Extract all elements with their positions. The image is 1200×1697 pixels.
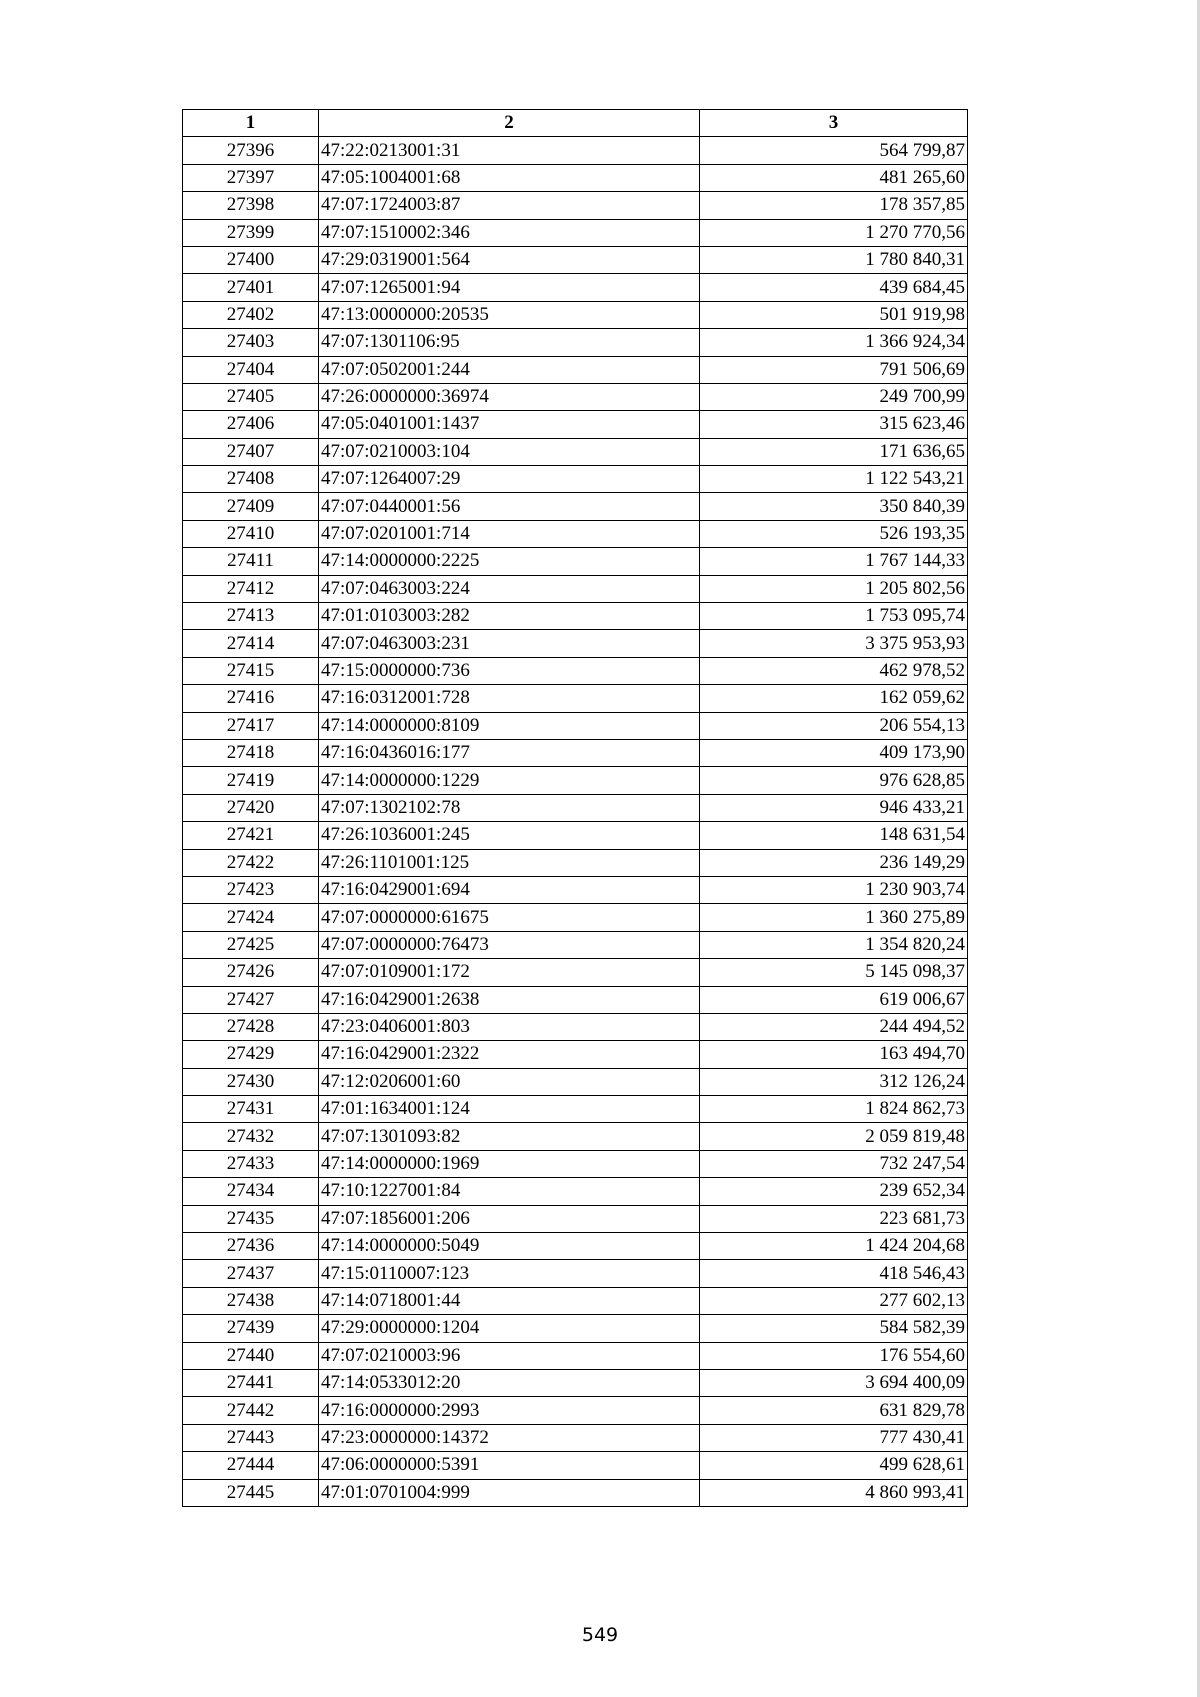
value-cell: 631 829,78 [700,1397,968,1424]
table-row [183,1424,968,1451]
table-row [183,1096,968,1123]
table-row [183,219,968,246]
table-body [183,137,968,1507]
table-row [183,657,968,684]
value-cell: 244 494,52 [700,1013,968,1040]
column-header-value: 3 [700,110,968,137]
value-cell: 619 006,67 [700,986,968,1013]
row-number-cell: 27423 [183,876,319,903]
table-row [183,685,968,712]
cadastral-id-cell: 47:07:0000000:61675 [319,904,700,931]
table-row [183,1205,968,1232]
table-row [183,356,968,383]
cadastral-id-cell: 47:07:0463003:231 [319,630,700,657]
table-row [183,712,968,739]
table-row [183,137,968,164]
row-number-cell: 27420 [183,794,319,821]
cadastral-id-cell: 47:01:1634001:124 [319,1096,700,1123]
value-cell: 3 694 400,09 [700,1369,968,1396]
table-row [183,493,968,520]
row-number-cell: 27443 [183,1424,319,1451]
table-row [183,383,968,410]
value-cell: 439 684,45 [700,274,968,301]
row-number-cell: 27396 [183,137,319,164]
cadastral-id-cell: 47:07:0502001:244 [319,356,700,383]
value-cell: 462 978,52 [700,657,968,684]
table-row [183,192,968,219]
row-number-cell: 27445 [183,1479,319,1506]
cadastral-id-cell: 47:07:1302102:78 [319,794,700,821]
row-number-cell: 27425 [183,931,319,958]
table-row [183,1397,968,1424]
cadastral-id-cell: 47:07:0000000:76473 [319,931,700,958]
cadastral-id-cell: 47:23:0406001:803 [319,1013,700,1040]
row-number-cell: 27437 [183,1260,319,1287]
value-cell: 526 193,35 [700,520,968,547]
table-row [183,822,968,849]
cadastral-id-cell: 47:07:1265001:94 [319,274,700,301]
row-number-cell: 27406 [183,411,319,438]
value-cell: 3 375 953,93 [700,630,968,657]
table-row [183,1013,968,1040]
table-row [183,164,968,191]
value-cell: 178 357,85 [700,192,968,219]
value-cell: 312 126,24 [700,1068,968,1095]
row-number-cell: 27418 [183,739,319,766]
row-number-cell: 27432 [183,1123,319,1150]
value-cell: 249 700,99 [700,383,968,410]
row-number-cell: 27398 [183,192,319,219]
cadastral-id-cell: 47:07:0201001:714 [319,520,700,547]
value-cell: 501 919,98 [700,301,968,328]
page-number: 549 [581,1624,619,1646]
value-cell: 564 799,87 [700,137,968,164]
table-row [183,1315,968,1342]
cadastral-id-cell: 47:14:0000000:1229 [319,767,700,794]
table-row [183,301,968,328]
table-row [183,246,968,273]
cadastral-id-cell: 47:16:0000000:2993 [319,1397,700,1424]
table-row [183,931,968,958]
row-number-cell: 27407 [183,438,319,465]
value-cell: 2 059 819,48 [700,1123,968,1150]
row-number-cell: 27430 [183,1068,319,1095]
cadastral-id-cell: 47:14:0000000:2225 [319,548,700,575]
value-cell: 418 546,43 [700,1260,968,1287]
table-row [183,876,968,903]
table-row [183,904,968,931]
value-cell: 1 366 924,34 [700,329,968,356]
table-row [183,1452,968,1479]
value-cell: 791 506,69 [700,356,968,383]
cadastral-id-cell: 47:16:0312001:728 [319,685,700,712]
row-number-cell: 27417 [183,712,319,739]
cadastral-id-cell: 47:07:0109001:172 [319,959,700,986]
cadastral-id-cell: 47:26:1036001:245 [319,822,700,849]
value-cell: 946 433,21 [700,794,968,821]
cadastral-id-cell: 47:16:0429001:2322 [319,1041,700,1068]
cadastral-id-cell: 47:29:0000000:1204 [319,1315,700,1342]
row-number-cell: 27416 [183,685,319,712]
row-number-cell: 27422 [183,849,319,876]
cadastral-id-cell: 47:07:0210003:104 [319,438,700,465]
table-row [183,329,968,356]
row-number-cell: 27410 [183,520,319,547]
table-row [183,1233,968,1260]
value-cell: 223 681,73 [700,1205,968,1232]
value-cell: 1 360 275,89 [700,904,968,931]
cadastral-id-cell: 47:16:0429001:694 [319,876,700,903]
cadastral-id-cell: 47:13:0000000:20535 [319,301,700,328]
value-cell: 162 059,62 [700,685,968,712]
value-cell: 5 145 098,37 [700,959,968,986]
row-number-cell: 27434 [183,1178,319,1205]
row-number-cell: 27435 [183,1205,319,1232]
cadastral-id-cell: 47:15:0000000:736 [319,657,700,684]
table-row [183,1068,968,1095]
row-number-cell: 27424 [183,904,319,931]
value-cell: 277 602,13 [700,1287,968,1314]
value-cell: 148 631,54 [700,822,968,849]
row-number-cell: 27401 [183,274,319,301]
row-number-cell: 27400 [183,246,319,273]
value-cell: 1 424 204,68 [700,1233,968,1260]
value-cell: 315 623,46 [700,411,968,438]
row-number-cell: 27438 [183,1287,319,1314]
value-cell: 499 628,61 [700,1452,968,1479]
row-number-cell: 27441 [183,1369,319,1396]
value-cell: 171 636,65 [700,438,968,465]
row-number-cell: 27431 [183,1096,319,1123]
table-row [183,466,968,493]
row-number-cell: 27419 [183,767,319,794]
table-row [183,1150,968,1177]
row-number-cell: 27440 [183,1342,319,1369]
cadastral-id-cell: 47:01:0701004:999 [319,1479,700,1506]
value-cell: 1 824 862,73 [700,1096,968,1123]
table-row [183,849,968,876]
table-row [183,1123,968,1150]
cadastral-id-cell: 47:07:1510002:346 [319,219,700,246]
cadastral-id-cell: 47:12:0206001:60 [319,1068,700,1095]
value-cell: 409 173,90 [700,739,968,766]
row-number-cell: 27413 [183,603,319,630]
table-row [183,548,968,575]
table-row [183,794,968,821]
table-row [183,411,968,438]
row-number-cell: 27426 [183,959,319,986]
cadastral-id-cell: 47:26:0000000:36974 [319,383,700,410]
table-row [183,1041,968,1068]
cadastral-id-cell: 47:14:0718001:44 [319,1287,700,1314]
value-cell: 777 430,41 [700,1424,968,1451]
row-number-cell: 27402 [183,301,319,328]
cadastral-id-cell: 47:23:0000000:14372 [319,1424,700,1451]
cadastral-id-cell: 47:29:0319001:564 [319,246,700,273]
table-row [183,1178,968,1205]
value-cell: 4 860 993,41 [700,1479,968,1506]
column-header-number: 1 [183,110,319,137]
value-cell: 1 205 802,56 [700,575,968,602]
table-row [183,986,968,1013]
cadastral-id-cell: 47:05:0401001:1437 [319,411,700,438]
column-header-cadastral-id: 2 [319,110,700,137]
cadastral-id-cell: 47:07:0210003:96 [319,1342,700,1369]
row-number-cell: 27414 [183,630,319,657]
value-cell: 584 582,39 [700,1315,968,1342]
row-number-cell: 27436 [183,1233,319,1260]
table-row [183,575,968,602]
row-number-cell: 27409 [183,493,319,520]
row-number-cell: 27404 [183,356,319,383]
value-cell: 481 265,60 [700,164,968,191]
value-cell: 1 354 820,24 [700,931,968,958]
cadastral-id-cell: 47:10:1227001:84 [319,1178,700,1205]
cadastral-id-cell: 47:07:1264007:29 [319,466,700,493]
cadastral-value-table [182,109,968,1507]
table-row [183,959,968,986]
row-number-cell: 27405 [183,383,319,410]
table-row [183,1479,968,1506]
table-row [183,438,968,465]
table-row [183,1287,968,1314]
table-row [183,1369,968,1396]
value-cell: 1 767 144,33 [700,548,968,575]
cadastral-id-cell: 47:07:0463003:224 [319,575,700,602]
cadastral-id-cell: 47:14:0000000:5049 [319,1233,700,1260]
cadastral-id-cell: 47:14:0533012:20 [319,1369,700,1396]
value-cell: 350 840,39 [700,493,968,520]
row-number-cell: 27439 [183,1315,319,1342]
table-row [183,739,968,766]
row-number-cell: 27399 [183,219,319,246]
row-number-cell: 27444 [183,1452,319,1479]
row-number-cell: 27411 [183,548,319,575]
row-number-cell: 27429 [183,1041,319,1068]
row-number-cell: 27397 [183,164,319,191]
value-cell: 206 554,13 [700,712,968,739]
value-cell: 1 230 903,74 [700,876,968,903]
cadastral-id-cell: 47:05:1004001:68 [319,164,700,191]
row-number-cell: 27442 [183,1397,319,1424]
cadastral-id-cell: 47:16:0429001:2638 [319,986,700,1013]
cadastral-id-cell: 47:07:1301106:95 [319,329,700,356]
row-number-cell: 27433 [183,1150,319,1177]
cadastral-id-cell: 47:01:0103003:282 [319,603,700,630]
cadastral-id-cell: 47:14:0000000:1969 [319,1150,700,1177]
cadastral-id-cell: 47:07:1301093:82 [319,1123,700,1150]
value-cell: 1 270 770,56 [700,219,968,246]
value-cell: 976 628,85 [700,767,968,794]
row-number-cell: 27412 [183,575,319,602]
value-cell: 1 780 840,31 [700,246,968,273]
row-number-cell: 27421 [183,822,319,849]
cadastral-id-cell: 47:26:1101001:125 [319,849,700,876]
value-cell: 163 494,70 [700,1041,968,1068]
cadastral-id-cell: 47:22:0213001:31 [319,137,700,164]
value-cell: 239 652,34 [700,1178,968,1205]
table-row [183,603,968,630]
value-cell: 732 247,54 [700,1150,968,1177]
cadastral-id-cell: 47:16:0436016:177 [319,739,700,766]
cadastral-id-cell: 47:14:0000000:8109 [319,712,700,739]
table-header-row [183,110,968,137]
cadastral-id-cell: 47:06:0000000:5391 [319,1452,700,1479]
table-row [183,630,968,657]
table-row [183,767,968,794]
row-number-cell: 27427 [183,986,319,1013]
value-cell: 236 149,29 [700,849,968,876]
value-cell: 1 122 543,21 [700,466,968,493]
cadastral-id-cell: 47:15:0110007:123 [319,1260,700,1287]
value-cell: 176 554,60 [700,1342,968,1369]
value-cell: 1 753 095,74 [700,603,968,630]
cadastral-id-cell: 47:07:1856001:206 [319,1205,700,1232]
row-number-cell: 27403 [183,329,319,356]
row-number-cell: 27408 [183,466,319,493]
table-row [183,1260,968,1287]
table-row [183,1342,968,1369]
row-number-cell: 27428 [183,1013,319,1040]
table-row [183,274,968,301]
row-number-cell: 27415 [183,657,319,684]
cadastral-id-cell: 47:07:0440001:56 [319,493,700,520]
cadastral-id-cell: 47:07:1724003:87 [319,192,700,219]
table-row [183,520,968,547]
